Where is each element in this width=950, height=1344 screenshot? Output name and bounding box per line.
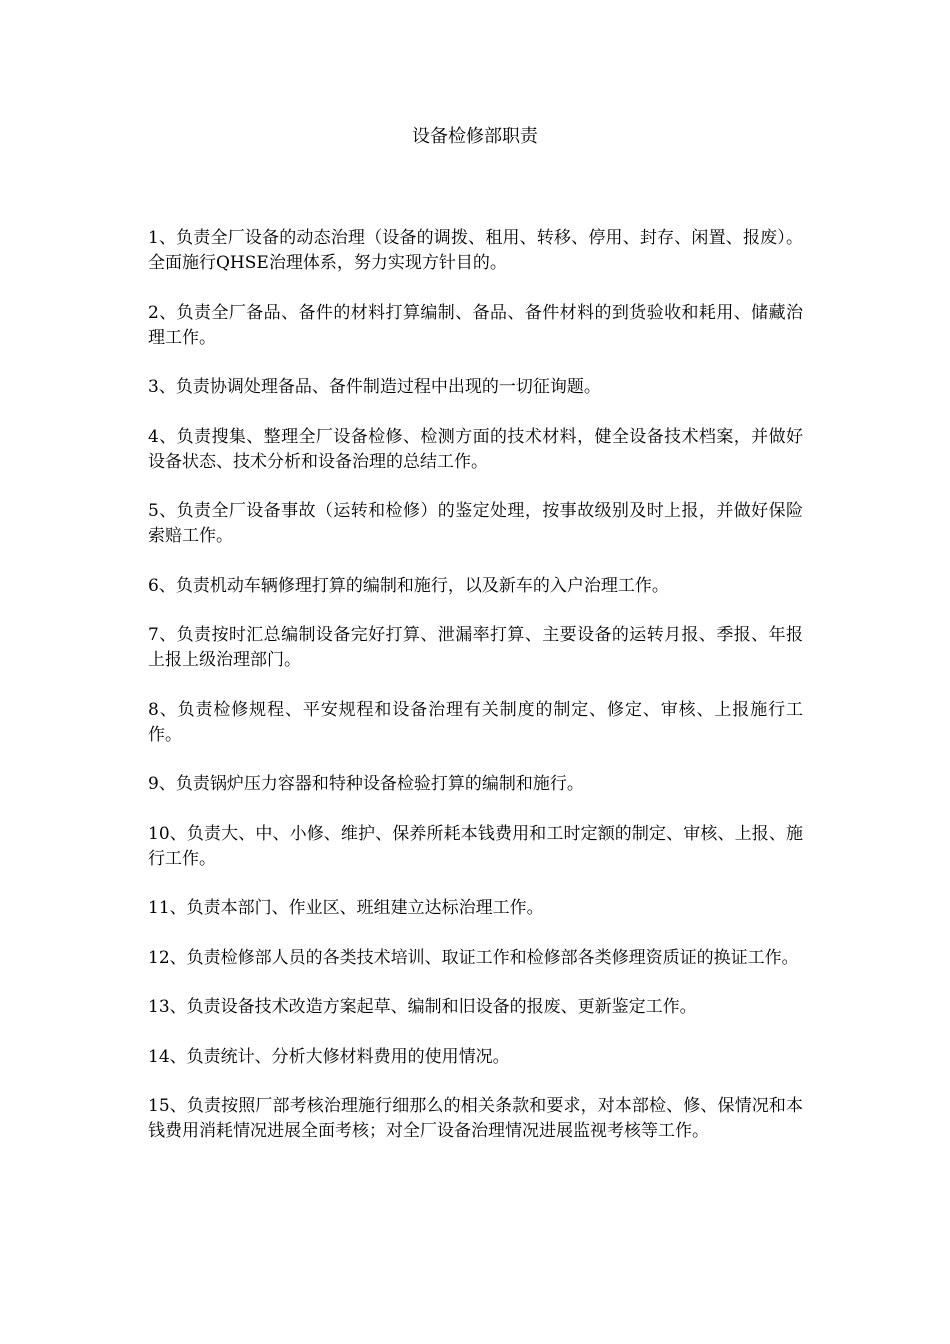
duty-item-9: 9、负责锅炉压力容器和特种设备检验打算的编制和施行。: [148, 774, 584, 794]
duty-item-7: 7、负责按时汇总编制设备完好打算、泄漏率打算、主要设备的运转月报、季报、年报上报上级治理部门。: [148, 625, 803, 670]
duty-item-3: 3、负责协调处理备品、备件制造过程中出现的一切征询题。: [148, 377, 601, 397]
duty-item-10: 10、负责大、中、小修、维护、保养所耗本钱费用和工时定额的制定、审核、上报、施行工作。: [148, 823, 803, 869]
duty-item-1: 1、负责全厂设备的动态治理（设备的调拨、租用、转移、停用、封存、闲置、报废）。全面施行QHSE治理体系，努力实现方针目的。: [148, 228, 803, 273]
duty-item-5: 5、负责全厂设备事故（运转和检修）的鉴定处理，按事故级别及时上报，并做好保险索赔工作。: [148, 501, 803, 546]
duty-item-2: 2、负责全厂备品、备件的材料打算编制、备品、备件材料的到货验收和耗用、储藏治理工作。: [148, 302, 803, 348]
duty-item-13: 13、负责设备技术改造方案起草、编制和旧设备的报废、更新鉴定工作。: [148, 997, 697, 1017]
duty-list: [148, 226, 803, 1169]
duty-item-4: 4、负责搜集、整理全厂设备检修、检测方面的技术材料，健全设备技术档案，并做好设备状态、技术分析和设备治理的总结工作。: [148, 426, 803, 472]
duty-item-14: 14、负责统计、分析大修材料费用的使用情况。: [148, 1046, 510, 1067]
duty-item-12: 12、负责检修部人员的各类技术培训、取证工作和检修部各类修理资质证的换证工作。: [148, 947, 799, 968]
document-title: 设备检修部职责: [412, 126, 538, 147]
duty-item-11: 11、负责本部门、作业区、班组建立达标治理工作。: [148, 898, 544, 918]
duty-item-8: 8、负责检修规程、平安规程和设备治理有关制度的制定、修定、审核、上报施行工作。: [148, 699, 803, 745]
duty-item-15: 15、负责按照厂部考核治理施行细那么的相关条款和要求，对本部检、修、保情况和本钱费用消耗情况进展全面考核；对全厂设备治理情况进展监视考核等工作。: [148, 1096, 803, 1141]
duty-item-6: 6、负责机动车辆修理打算的编制和施行，以及新车的入户治理工作。: [148, 575, 669, 596]
